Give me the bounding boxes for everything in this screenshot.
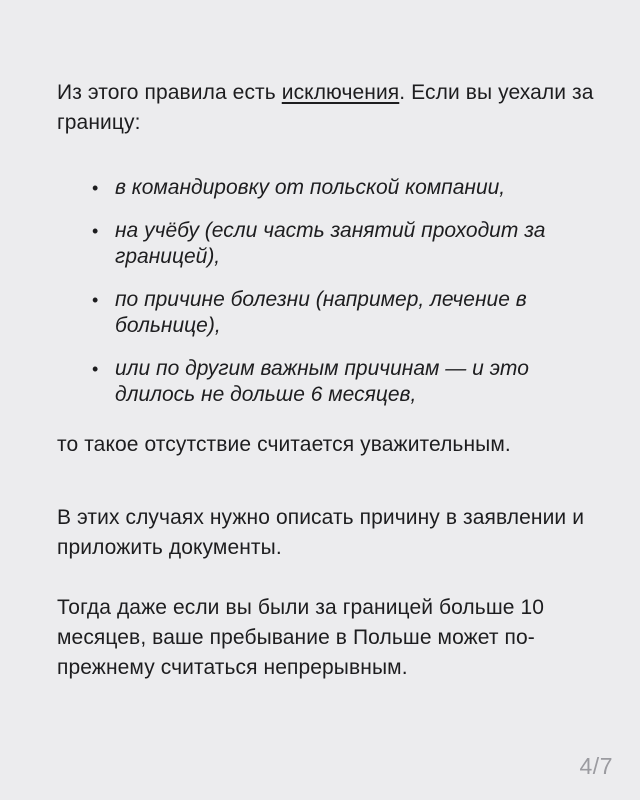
page-counter: 4/7 <box>579 753 613 779</box>
intro-paragraph <box>57 78 597 138</box>
list-item-text: по причине болезни (например, лечение в больнице), <box>115 288 527 337</box>
bullet-icon: • <box>92 178 99 198</box>
conditions-list <box>57 175 597 408</box>
intro-text-before: Из этого правила есть <box>57 81 282 104</box>
slide-content <box>57 78 597 683</box>
list-item-text: на учёбу (если часть занятий проходит за границей), <box>115 219 546 268</box>
bullet-icon: • <box>92 359 99 379</box>
exceptions-link: исключения <box>281 81 400 104</box>
intro-text-after: . Если вы уехали за границу: <box>57 81 594 134</box>
bullet-icon: • <box>92 290 99 310</box>
list-item <box>57 218 597 270</box>
list-item-text: в командировку от польской компании, <box>115 176 506 199</box>
documents-paragraph: В этих случаях нужно описать причину в заявлении и приложить документы. <box>57 506 585 559</box>
bullet-icon: • <box>92 221 99 241</box>
conclusion-paragraph: то такое отсутствие считается уважительным. <box>57 433 511 456</box>
list-item <box>57 356 597 408</box>
list-item-text: или по другим важным причинам — и это длилось не дольше 6 месяцев, <box>115 357 529 406</box>
list-item <box>57 175 597 201</box>
list-item <box>57 287 597 339</box>
continuity-paragraph: Тогда даже если вы были за границей больше 10 месяцев, ваше пребывание в Польше может по-прежнему считаться непрерывным. <box>57 596 545 679</box>
